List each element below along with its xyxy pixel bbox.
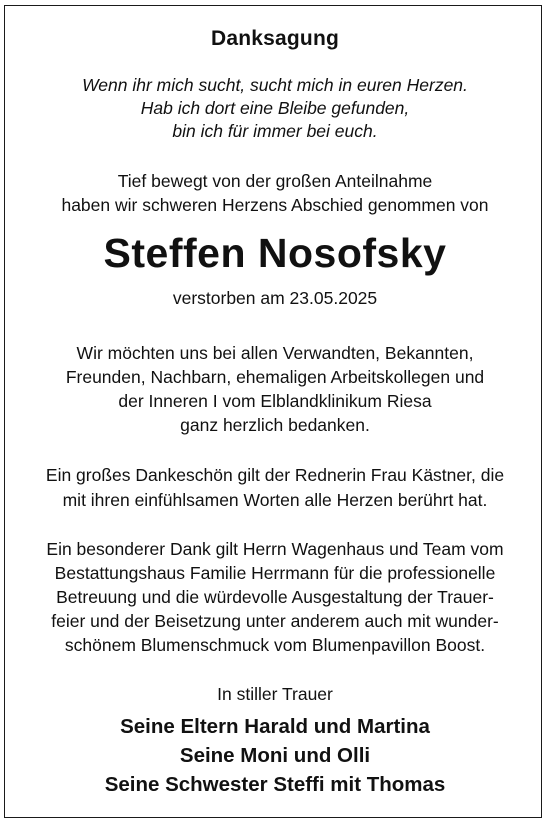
closing-phrase: In stiller Trauer — [217, 684, 333, 704]
intro-line: Tief bewegt von der großen Anteilnahme — [117, 171, 433, 191]
intro-text — [0, 169, 550, 217]
thanks-paragraph-speaker — [0, 463, 550, 513]
family-line: Seine Eltern Harald und Martina — [120, 715, 430, 738]
paragraph-line: Betreuung und die würdevolle Ausgestaltung der Trauer- — [56, 587, 494, 607]
thanks-paragraph-funeral-home — [0, 537, 550, 657]
paragraph-line: Freunden, Nachbarn, ehemaligen Arbeitskollegen und — [65, 367, 485, 387]
poem-line: Wenn ihr mich sucht, sucht mich in euren Herzen. — [82, 75, 468, 95]
deceased-name: Steffen Nosofsky — [103, 230, 447, 276]
thanks-paragraph-relatives — [0, 341, 550, 437]
poem — [0, 74, 550, 143]
paragraph-line: Ein besonderer Dank gilt Herrn Wagenhaus und Team vom — [46, 539, 504, 559]
paragraph-line: schönem Blumenschmuck vom Blumenpavillon Boost. — [64, 635, 486, 655]
intro-line: haben wir schweren Herzens Abschied genommen von — [61, 195, 489, 215]
paragraph-line: mit ihren einfühlsamen Worten alle Herzen berührt hat. — [62, 490, 488, 510]
family-line: Seine Schwester Steffi mit Thomas — [104, 773, 446, 796]
notice-title: Danksagung — [210, 27, 340, 50]
poem-line: bin ich für immer bei euch. — [172, 121, 378, 141]
family-signatures — [0, 712, 550, 799]
paragraph-line: Ein großes Dankeschön gilt der Rednerin Frau Kästner, die — [45, 465, 505, 485]
poem-line: Hab ich dort eine Bleibe gefunden, — [140, 98, 410, 118]
family-line: Seine Moni und Olli — [179, 744, 371, 767]
paragraph-line: ganz herzlich bedanken. — [180, 415, 370, 435]
date-of-death: verstorben am 23.05.2025 — [172, 288, 378, 308]
paragraph-line: der Inneren I vom Elblandklinikum Riesa — [118, 391, 432, 411]
paragraph-line: feier und der Beisetzung unter anderem auch mit wunder- — [51, 611, 499, 631]
paragraph-line: Bestattungshaus Familie Herrmann für die professionelle — [54, 563, 496, 583]
paragraph-line: Wir möchten uns bei allen Verwandten, Bekannten, — [76, 343, 474, 363]
